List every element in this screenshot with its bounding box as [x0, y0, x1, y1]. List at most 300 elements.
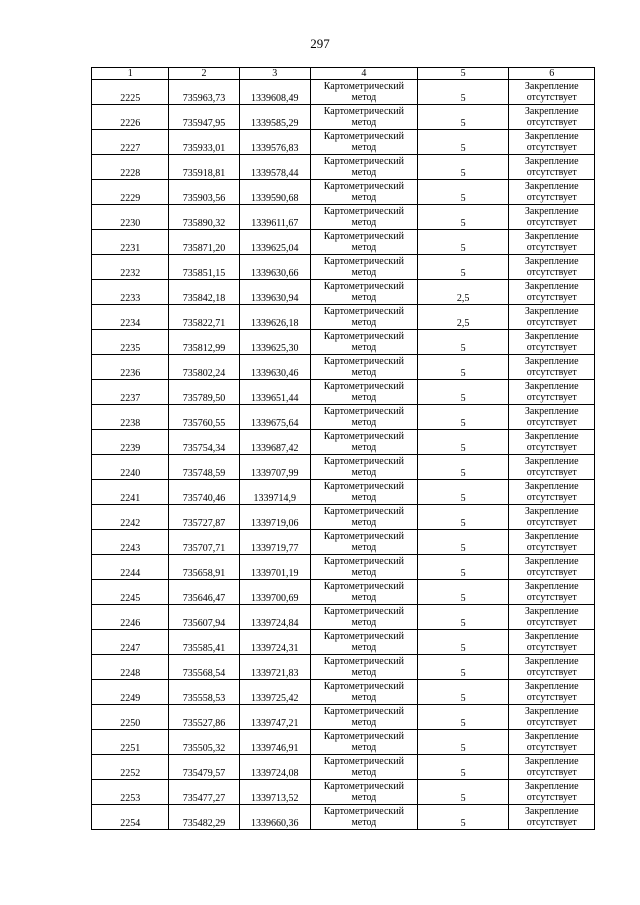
y-coordinate-cell: 1339608,49 [239, 80, 310, 105]
table-row [92, 180, 595, 205]
fixation-line-1: Закрепление [524, 281, 579, 292]
method-cell [310, 580, 417, 605]
accuracy-cell: 5 [417, 730, 509, 755]
fixation-cell [509, 380, 595, 405]
method-cell [310, 330, 417, 355]
fixation-line-1: Закрепление [524, 431, 579, 442]
point-number-cell: 2235 [92, 330, 169, 355]
point-number-cell: 2228 [92, 155, 169, 180]
fixation-line-1: Закрепление [524, 631, 579, 642]
method-cell [310, 505, 417, 530]
point-number-cell: 2243 [92, 530, 169, 555]
method-line-2: метод [351, 667, 377, 678]
accuracy-cell: 5 [417, 130, 509, 155]
method-line-1: Картометрический [323, 406, 404, 417]
point-number-cell: 2229 [92, 180, 169, 205]
fixation-line-1: Закрепление [524, 506, 579, 517]
fixation-line-1: Закрепление [524, 656, 579, 667]
fixation-line-2: отсутствует [526, 817, 577, 828]
fixation-line-2: отсутствует [526, 117, 577, 128]
fixation-line-2: отсутствует [526, 617, 577, 628]
fixation-line-1: Закрепление [524, 206, 579, 217]
fixation-line-1: Закрепление [524, 256, 579, 267]
x-coordinate-cell: 735740,46 [169, 480, 239, 505]
fixation-cell [509, 480, 595, 505]
method-line-2: метод [351, 267, 377, 278]
fixation-cell [509, 305, 595, 330]
point-number-cell: 2239 [92, 430, 169, 455]
y-coordinate-cell: 1339626,18 [239, 305, 310, 330]
point-number-cell: 2225 [92, 80, 169, 105]
x-coordinate-cell: 735707,71 [169, 530, 239, 555]
fixation-line-1: Закрепление [524, 456, 579, 467]
fixation-line-1: Закрепление [524, 106, 579, 117]
y-coordinate-cell: 1339746,91 [239, 730, 310, 755]
fixation-line-1: Закрепление [524, 681, 579, 692]
fixation-line-1: Закрепление [524, 556, 579, 567]
fixation-line-2: отсутствует [526, 642, 577, 653]
method-line-1: Картометрический [323, 706, 404, 717]
method-cell [310, 730, 417, 755]
page-number: 297 [310, 36, 330, 51]
method-line-2: метод [351, 592, 377, 603]
method-cell [310, 180, 417, 205]
x-coordinate-cell: 735477,27 [169, 780, 239, 805]
fixation-cell [509, 780, 595, 805]
y-coordinate-cell: 1339719,77 [239, 530, 310, 555]
table-row [92, 380, 595, 405]
y-coordinate-cell: 1339724,84 [239, 605, 310, 630]
method-line-2: метод [351, 417, 377, 428]
fixation-line-1: Закрепление [524, 756, 579, 767]
fixation-line-2: отсутствует [526, 167, 577, 178]
table-row [92, 255, 595, 280]
fixation-cell [509, 430, 595, 455]
method-line-2: метод [351, 192, 377, 203]
method-cell [310, 205, 417, 230]
accuracy-cell: 5 [417, 605, 509, 630]
method-line-2: метод [351, 817, 377, 828]
method-line-1: Картометрический [323, 456, 404, 467]
fixation-line-2: отсутствует [526, 667, 577, 678]
fixation-cell [509, 630, 595, 655]
x-coordinate-cell: 735903,56 [169, 180, 239, 205]
method-line-2: метод [351, 567, 377, 578]
fixation-line-2: отсутствует [526, 442, 577, 453]
fixation-cell [509, 580, 595, 605]
fixation-line-2: отсутствует [526, 742, 577, 753]
fixation-line-1: Закрепление [524, 306, 579, 317]
method-line-2: метод [351, 142, 377, 153]
method-line-2: метод [351, 542, 377, 553]
fixation-line-1: Закрепление [524, 131, 579, 142]
accuracy-cell: 5 [417, 580, 509, 605]
fixation-line-2: отсутствует [526, 317, 577, 328]
table-row [92, 505, 595, 530]
method-line-1: Картометрический [323, 81, 404, 92]
fixation-line-2: отсутствует [526, 517, 577, 528]
method-line-2: метод [351, 492, 377, 503]
point-number-cell: 2233 [92, 280, 169, 305]
accuracy-cell: 2,5 [417, 280, 509, 305]
x-coordinate-cell: 735505,32 [169, 730, 239, 755]
method-cell [310, 630, 417, 655]
accuracy-cell: 5 [417, 180, 509, 205]
accuracy-cell: 5 [417, 505, 509, 530]
method-cell [310, 605, 417, 630]
fixation-cell [509, 705, 595, 730]
point-number-cell: 2247 [92, 630, 169, 655]
table-row [92, 155, 595, 180]
method-line-1: Картометрический [323, 156, 404, 167]
method-line-2: метод [351, 117, 377, 128]
fixation-line-2: отсутствует [526, 142, 577, 153]
accuracy-cell: 5 [417, 555, 509, 580]
fixation-line-1: Закрепление [524, 706, 579, 717]
accuracy-cell: 5 [417, 430, 509, 455]
method-line-1: Картометрический [323, 306, 404, 317]
method-cell [310, 455, 417, 480]
fixation-cell [509, 155, 595, 180]
fixation-line-1: Закрепление [524, 606, 579, 617]
method-cell [310, 680, 417, 705]
fixation-line-2: отсутствует [526, 292, 577, 303]
method-line-2: метод [351, 217, 377, 228]
x-coordinate-cell: 735933,01 [169, 130, 239, 155]
method-line-1: Картометрический [323, 781, 404, 792]
y-coordinate-cell: 1339630,46 [239, 355, 310, 380]
accuracy-cell: 5 [417, 405, 509, 430]
y-coordinate-cell: 1339700,69 [239, 580, 310, 605]
fixation-cell [509, 330, 595, 355]
point-number-cell: 2234 [92, 305, 169, 330]
method-cell [310, 780, 417, 805]
fixation-line-1: Закрепление [524, 181, 579, 192]
fixation-cell [509, 805, 595, 830]
point-number-cell: 2240 [92, 455, 169, 480]
fixation-line-1: Закрепление [524, 731, 579, 742]
point-number-cell: 2254 [92, 805, 169, 830]
method-line-1: Картометрический [323, 281, 404, 292]
x-coordinate-cell: 735527,86 [169, 705, 239, 730]
y-coordinate-cell: 1339721,83 [239, 655, 310, 680]
fixation-cell [509, 505, 595, 530]
fixation-line-2: отсутствует [526, 342, 577, 353]
fixation-cell [509, 230, 595, 255]
method-line-1: Картометрический [323, 806, 404, 817]
fixation-cell [509, 680, 595, 705]
y-coordinate-cell: 1339576,83 [239, 130, 310, 155]
accuracy-cell: 5 [417, 755, 509, 780]
point-number-cell: 2227 [92, 130, 169, 155]
fixation-line-2: отсутствует [526, 92, 577, 103]
x-coordinate-cell: 735842,18 [169, 280, 239, 305]
table-row [92, 805, 595, 830]
method-line-1: Картометрический [323, 581, 404, 592]
method-line-2: метод [351, 767, 377, 778]
fixation-line-1: Закрепление [524, 781, 579, 792]
method-line-1: Картометрический [323, 631, 404, 642]
method-cell [310, 130, 417, 155]
method-line-2: метод [351, 392, 377, 403]
table-row [92, 655, 595, 680]
method-cell [310, 155, 417, 180]
fixation-line-1: Закрепление [524, 381, 579, 392]
method-line-1: Картометрический [323, 431, 404, 442]
accuracy-cell: 5 [417, 230, 509, 255]
y-coordinate-cell: 1339578,44 [239, 155, 310, 180]
point-number-cell: 2242 [92, 505, 169, 530]
point-number-cell: 2238 [92, 405, 169, 430]
accuracy-cell: 5 [417, 105, 509, 130]
method-line-1: Картометрический [323, 681, 404, 692]
table-row [92, 730, 595, 755]
x-coordinate-cell: 735479,57 [169, 755, 239, 780]
method-cell [310, 230, 417, 255]
header-cell-1: 1 [92, 68, 169, 80]
fixation-cell [509, 280, 595, 305]
x-coordinate-cell: 735851,15 [169, 255, 239, 280]
table-row [92, 305, 595, 330]
fixation-line-1: Закрепление [524, 481, 579, 492]
y-coordinate-cell: 1339630,66 [239, 255, 310, 280]
fixation-line-2: отсутствует [526, 717, 577, 728]
method-cell [310, 705, 417, 730]
fixation-cell [509, 255, 595, 280]
method-line-1: Картометрический [323, 506, 404, 517]
y-coordinate-cell: 1339747,21 [239, 705, 310, 730]
method-cell [310, 105, 417, 130]
fixation-line-1: Закрепление [524, 81, 579, 92]
method-cell [310, 430, 417, 455]
y-coordinate-cell: 1339719,06 [239, 505, 310, 530]
method-line-1: Картометрический [323, 656, 404, 667]
y-coordinate-cell: 1339724,31 [239, 630, 310, 655]
method-cell [310, 530, 417, 555]
method-cell [310, 805, 417, 830]
point-number-cell: 2232 [92, 255, 169, 280]
point-number-cell: 2236 [92, 355, 169, 380]
table-row [92, 80, 595, 105]
method-line-1: Картометрический [323, 256, 404, 267]
accuracy-cell: 5 [417, 705, 509, 730]
point-number-cell: 2253 [92, 780, 169, 805]
method-line-2: метод [351, 292, 377, 303]
x-coordinate-cell: 735727,87 [169, 505, 239, 530]
fixation-line-2: отсутствует [526, 242, 577, 253]
y-coordinate-cell: 1339611,67 [239, 205, 310, 230]
method-line-1: Картометрический [323, 756, 404, 767]
fixation-line-1: Закрепление [524, 531, 579, 542]
accuracy-cell: 5 [417, 530, 509, 555]
accuracy-cell: 5 [417, 205, 509, 230]
method-line-2: метод [351, 342, 377, 353]
accuracy-cell: 5 [417, 655, 509, 680]
fixation-line-2: отсутствует [526, 567, 577, 578]
method-line-1: Картометрический [323, 131, 404, 142]
method-line-1: Картометрический [323, 356, 404, 367]
x-coordinate-cell: 735802,24 [169, 355, 239, 380]
point-number-cell: 2245 [92, 580, 169, 605]
table-row [92, 355, 595, 380]
y-coordinate-cell: 1339585,29 [239, 105, 310, 130]
method-line-1: Картометрический [323, 106, 404, 117]
coordinates-table [91, 67, 595, 830]
method-cell [310, 380, 417, 405]
method-line-2: метод [351, 317, 377, 328]
fixation-cell [509, 355, 595, 380]
header-cell-5: 5 [417, 68, 509, 80]
fixation-line-2: отсутствует [526, 792, 577, 803]
table-row [92, 580, 595, 605]
accuracy-cell: 5 [417, 455, 509, 480]
x-coordinate-cell: 735871,20 [169, 230, 239, 255]
method-line-1: Картометрический [323, 606, 404, 617]
point-number-cell: 2248 [92, 655, 169, 680]
method-line-2: метод [351, 742, 377, 753]
fixation-cell [509, 105, 595, 130]
method-cell [310, 305, 417, 330]
method-line-1: Картометрический [323, 231, 404, 242]
fixation-line-2: отсутствует [526, 367, 577, 378]
table-row [92, 105, 595, 130]
y-coordinate-cell: 1339701,19 [239, 555, 310, 580]
fixation-cell [509, 655, 595, 680]
method-line-1: Картометрический [323, 381, 404, 392]
point-number-cell: 2246 [92, 605, 169, 630]
fixation-cell [509, 405, 595, 430]
header-cell-4: 4 [310, 68, 417, 80]
fixation-line-1: Закрепление [524, 331, 579, 342]
header-cell-6: 6 [509, 68, 595, 80]
method-line-1: Картометрический [323, 206, 404, 217]
fixation-line-2: отсутствует [526, 467, 577, 478]
accuracy-cell: 5 [417, 805, 509, 830]
table-row [92, 680, 595, 705]
table-row [92, 755, 595, 780]
y-coordinate-cell: 1339675,64 [239, 405, 310, 430]
x-coordinate-cell: 735947,95 [169, 105, 239, 130]
fixation-line-2: отсутствует [526, 592, 577, 603]
fixation-cell [509, 130, 595, 155]
method-cell [310, 480, 417, 505]
fixation-cell [509, 730, 595, 755]
table-row [92, 630, 595, 655]
fixation-line-1: Закрепление [524, 156, 579, 167]
fixation-cell [509, 755, 595, 780]
method-line-2: метод [351, 692, 377, 703]
table-row [92, 130, 595, 155]
fixation-line-2: отсутствует [526, 217, 577, 228]
fixation-cell [509, 530, 595, 555]
y-coordinate-cell: 1339713,52 [239, 780, 310, 805]
table-row [92, 455, 595, 480]
fixation-line-2: отсутствует [526, 392, 577, 403]
table-row [92, 480, 595, 505]
y-coordinate-cell: 1339707,99 [239, 455, 310, 480]
method-line-1: Картометрический [323, 331, 404, 342]
accuracy-cell: 5 [417, 630, 509, 655]
table-row [92, 530, 595, 555]
method-line-2: метод [351, 792, 377, 803]
fixation-cell [509, 455, 595, 480]
fixation-line-2: отсутствует [526, 692, 577, 703]
accuracy-cell: 5 [417, 780, 509, 805]
method-line-2: метод [351, 442, 377, 453]
fixation-cell [509, 555, 595, 580]
method-line-2: метод [351, 617, 377, 628]
y-coordinate-cell: 1339651,44 [239, 380, 310, 405]
fixation-line-2: отсутствует [526, 767, 577, 778]
table-row [92, 405, 595, 430]
accuracy-cell: 5 [417, 255, 509, 280]
accuracy-cell: 5 [417, 80, 509, 105]
x-coordinate-cell: 735748,59 [169, 455, 239, 480]
fixation-line-2: отсутствует [526, 417, 577, 428]
fixation-line-1: Закрепление [524, 581, 579, 592]
point-number-cell: 2231 [92, 230, 169, 255]
method-cell [310, 255, 417, 280]
point-number-cell: 2226 [92, 105, 169, 130]
method-line-2: метод [351, 642, 377, 653]
table-row [92, 780, 595, 805]
accuracy-cell: 2,5 [417, 305, 509, 330]
accuracy-cell: 5 [417, 355, 509, 380]
table-row [92, 555, 595, 580]
table-row [92, 430, 595, 455]
method-line-2: метод [351, 467, 377, 478]
method-cell [310, 755, 417, 780]
table-row [92, 280, 595, 305]
fixation-line-2: отсутствует [526, 492, 577, 503]
point-number-cell: 2251 [92, 730, 169, 755]
y-coordinate-cell: 1339625,04 [239, 230, 310, 255]
method-line-2: метод [351, 717, 377, 728]
method-cell [310, 555, 417, 580]
point-number-cell: 2249 [92, 680, 169, 705]
point-number-cell: 2230 [92, 205, 169, 230]
fixation-cell [509, 205, 595, 230]
method-line-1: Картометрический [323, 731, 404, 742]
x-coordinate-cell: 735482,29 [169, 805, 239, 830]
y-coordinate-cell: 1339630,94 [239, 280, 310, 305]
method-cell [310, 80, 417, 105]
method-line-2: метод [351, 242, 377, 253]
method-cell [310, 405, 417, 430]
point-number-cell: 2237 [92, 380, 169, 405]
y-coordinate-cell: 1339725,42 [239, 680, 310, 705]
y-coordinate-cell: 1339625,30 [239, 330, 310, 355]
fixation-line-1: Закрепление [524, 356, 579, 367]
point-number-cell: 2250 [92, 705, 169, 730]
method-cell [310, 655, 417, 680]
y-coordinate-cell: 1339714,9 [239, 480, 310, 505]
method-cell [310, 280, 417, 305]
y-coordinate-cell: 1339687,42 [239, 430, 310, 455]
header-cell-2: 2 [169, 68, 239, 80]
fixation-cell [509, 180, 595, 205]
fixation-cell [509, 80, 595, 105]
table-row [92, 605, 595, 630]
point-number-cell: 2244 [92, 555, 169, 580]
x-coordinate-cell: 735812,99 [169, 330, 239, 355]
point-number-cell: 2241 [92, 480, 169, 505]
fixation-line-2: отсутствует [526, 267, 577, 278]
fixation-line-1: Закрепление [524, 806, 579, 817]
header-row [92, 68, 595, 80]
x-coordinate-cell: 735658,91 [169, 555, 239, 580]
table-row [92, 230, 595, 255]
